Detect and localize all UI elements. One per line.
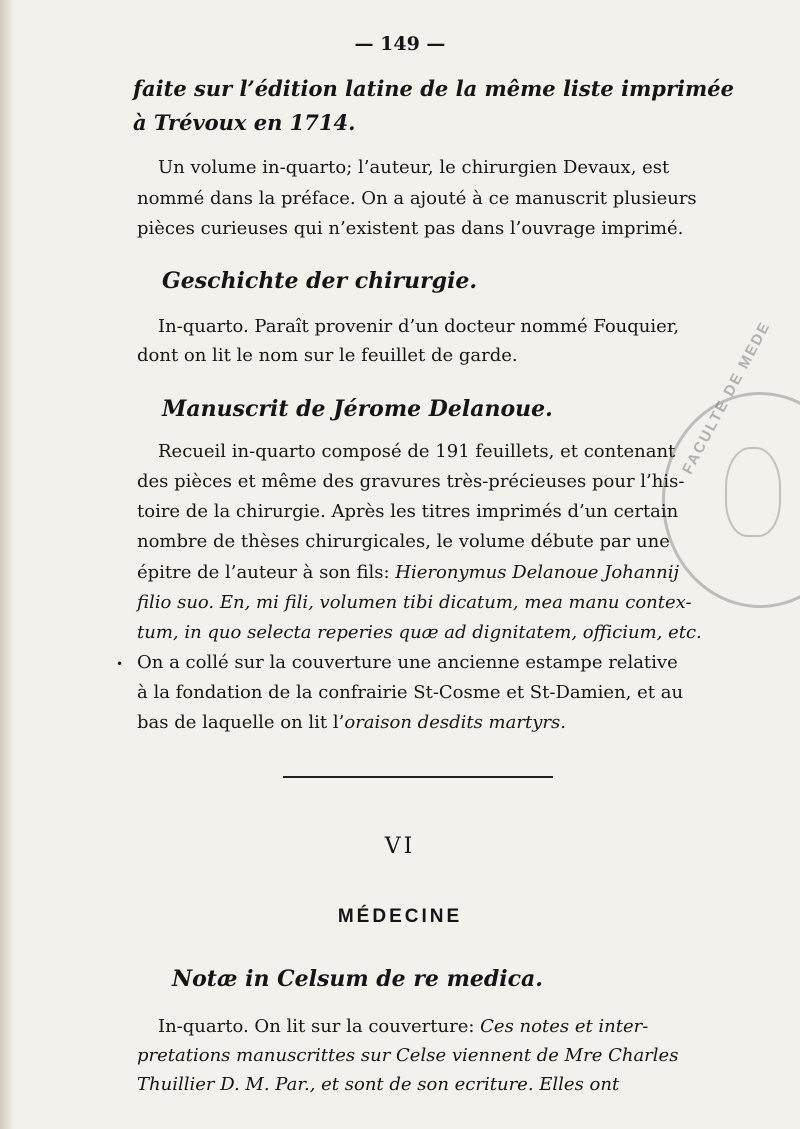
entry1-line-1: Un volume in-quarto; l’auteur, le chirurgien Devaux, est <box>158 157 670 178</box>
entry3-line-1: Recueil in-quarto composé de 191 feuillets, et contenant <box>158 441 676 462</box>
entry2-title: Geschichte der chirurgie. <box>162 268 478 294</box>
stamp-portrait <box>725 447 781 537</box>
section-number: VI <box>384 834 416 859</box>
entry3-line-6: filio suo. En, mi fili, volumen tibi dicatum, mea manu contex- <box>137 592 692 613</box>
entry3-line-5-plain: épitre de l’auteur à son fils: <box>137 562 396 583</box>
margin-dot: • <box>116 657 124 671</box>
entry3-line-8: On a collé sur la couverture une ancienne estampe relative <box>137 652 678 673</box>
section-divider <box>283 776 553 778</box>
entry4-line-2: pretations manuscrittes sur Celse viennent de Mre Charles <box>137 1045 679 1066</box>
entry3-title: Manuscrit de Jérome Delanoue. <box>162 396 553 422</box>
entry4-title: Notæ in Celsum de re medica. <box>172 966 543 992</box>
entry3-line-10 <box>137 710 566 736</box>
entry3-line-4: nombre de thèses chirurgicales, le volume débute par une <box>137 531 670 552</box>
entry3-line-7: tum, in quo selecta reperies quæ ad dignitatem, officium, etc. <box>137 622 702 643</box>
page-edge-shadow <box>0 0 14 1129</box>
entry4-line-1-plain: In-quarto. On lit sur la couverture: <box>158 1016 481 1037</box>
entry4-line-1 <box>158 1014 648 1040</box>
page-number: — 149 — <box>354 33 446 55</box>
entry4-line-1-italic: Ces notes et inter- <box>480 1016 649 1037</box>
intro-line-1: faite sur l’édition latine de la même liste imprimée <box>133 76 734 101</box>
entry3-line-2: des pièces et même des gravures très-précieuses pour l’his- <box>137 471 685 492</box>
entry2-line-1: In-quarto. Paraît provenir d’un docteur nommé Fouquier, <box>158 316 680 337</box>
entry3-line-10-plain: bas de laquelle on lit l’ <box>137 712 345 733</box>
section-title: MÉDECINE <box>337 906 463 927</box>
library-stamp <box>662 318 800 608</box>
entry3-line-5-italic: Hieronymus Delanoue Johannij <box>395 562 680 583</box>
entry1-line-2: nommé dans la préface. On a ajouté à ce manuscrit plusieurs <box>137 188 697 209</box>
intro-line-2: à Trévoux en 1714. <box>133 110 356 135</box>
entry2-line-2: dont on lit le nom sur le feuillet de garde. <box>137 345 518 366</box>
stamp-lettering: FACULTE DE MEDE <box>679 318 775 477</box>
entry3-line-9: à la fondation de la confrairie St-Cosme et St-Damien, et au <box>137 682 684 703</box>
entry4-line-3: Thuillier D. M. Par., et sont de son ecriture. Elles ont <box>137 1074 620 1095</box>
entry1-line-3: pièces curieuses qui n’existent pas dans l’ouvrage imprimé. <box>137 218 684 239</box>
entry3-line-3: toire de la chirurgie. Après les titres imprimés d’un certain <box>137 501 679 522</box>
entry3-line-10-italic: oraison desdits martyrs. <box>344 712 566 733</box>
entry3-line-5 <box>137 560 679 586</box>
